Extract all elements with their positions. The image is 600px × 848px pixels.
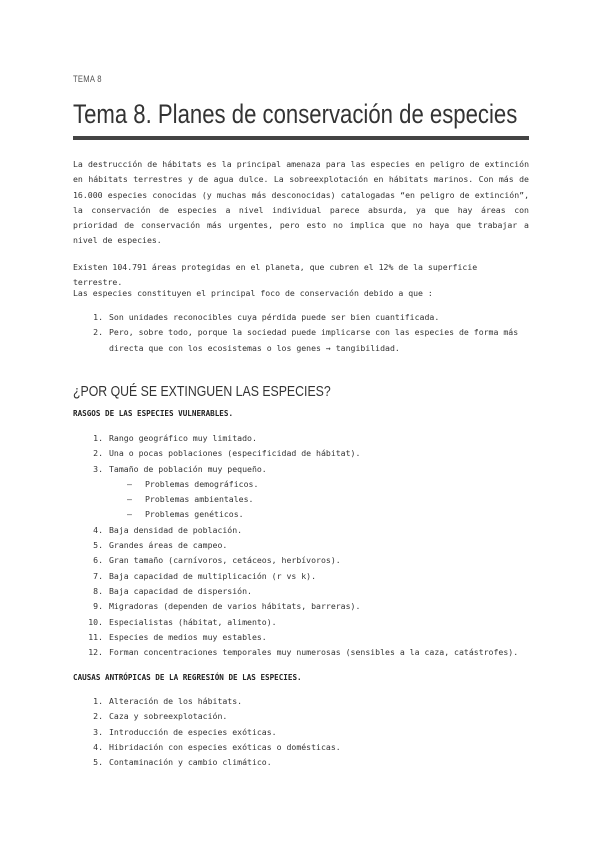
list-text: Caza y sobreexplotación.: [109, 711, 228, 722]
list-number: 1.: [93, 433, 103, 443]
list-number: 5.: [93, 540, 103, 551]
causas-list: [73, 694, 529, 770]
list-number: 3.: [93, 726, 103, 737]
list-number: 3.: [93, 463, 103, 474]
list-text: Migradoras (dependen de varios hábitats, barreras).: [109, 601, 361, 612]
list-text: Problemas genéticos.: [145, 509, 244, 520]
list-text: Tamaño de población muy pequeño.: [109, 463, 267, 474]
list-text: Problemas demográficos.: [145, 478, 259, 489]
list-item: [73, 462, 529, 477]
list-text: Contaminación y cambio climático.: [109, 757, 272, 768]
list-item: [73, 630, 529, 645]
list-number: 10.: [88, 616, 103, 627]
page-title: Tema 8. Planes de conservación de especies: [73, 99, 518, 129]
list-text: Pero, sobre todo, porque la sociedad puede implicarse con las especies de forma más directa que con los ecosistemas o los genes → tangibilidad.: [109, 327, 519, 353]
dash-marker: –: [127, 509, 132, 520]
causas-heading: CAUSAS ANTRÓPICAS DE LA REGRESIÓN DE LAS ESPECIES.: [73, 673, 302, 682]
list-text: Rango geográfico muy limitado.: [109, 433, 257, 443]
dash-marker: –: [127, 478, 132, 489]
list-number: 5.: [93, 757, 103, 768]
list-item: [73, 431, 529, 446]
list-item: [73, 446, 529, 461]
list-text: Gran tamaño (carnívoros, cetáceos, herbívoros).: [109, 555, 341, 566]
list-item: [73, 523, 529, 538]
rasgos-list: [73, 431, 529, 660]
sub-list-item: [73, 477, 529, 492]
reasons-list: [73, 310, 529, 356]
list-item: [73, 325, 529, 356]
list-number: 2.: [93, 448, 103, 459]
list-number: 4.: [93, 524, 103, 535]
list-text: Introducción de especies exóticas.: [109, 726, 277, 737]
list-text: Son unidades reconocibles cuya pérdida puede ser bien cuantificada.: [109, 312, 440, 322]
list-item: [73, 725, 529, 740]
rasgos-heading: RASGOS DE LAS ESPECIES VULNERABLES.: [73, 409, 234, 418]
list-text: Especies de medios muy estables.: [109, 631, 267, 642]
list-number: 12.: [88, 647, 103, 658]
chapter-kicker: TEMA 8: [73, 74, 102, 84]
list-text: Especialistas (hábitat, alimento).: [109, 616, 277, 627]
focus-paragraph: Las especies constituyen el principal foco de conservación debido a que :: [73, 288, 433, 298]
list-number: 2.: [93, 327, 103, 338]
list-text: Alteración de los hábitats.: [109, 696, 243, 706]
sub-list-item: [73, 507, 529, 522]
list-number: 4.: [93, 741, 103, 752]
list-text: Grandes áreas de campeo.: [109, 540, 228, 551]
list-item: [73, 740, 529, 755]
list-text: Baja capacidad de multiplicación (r vs k).: [109, 570, 317, 581]
list-item: [73, 755, 529, 770]
list-text: Baja densidad de población.: [109, 524, 243, 535]
protected-areas-paragraph: Existen 104.791 áreas protegidas en el planeta, que cubren el 12% de la superficie terrestre.: [73, 262, 478, 288]
list-text: Problemas ambientales.: [145, 494, 254, 505]
list-item: [73, 615, 529, 630]
list-item: [73, 709, 529, 724]
list-item: [73, 538, 529, 553]
dash-marker: –: [127, 494, 132, 505]
list-item: [73, 645, 529, 660]
title-divider: [73, 136, 529, 140]
list-number: 6.: [93, 555, 103, 566]
list-number: 11.: [88, 631, 103, 642]
list-text: Hibridación con especies exóticas o domésticas.: [109, 741, 341, 752]
section-heading: ¿POR QUÉ SE EXTINGUEN LAS ESPECIES?: [73, 383, 331, 400]
list-text: Baja capacidad de dispersión.: [109, 585, 252, 596]
list-number: 9.: [93, 601, 103, 612]
list-text: Forman concentraciones temporales muy numerosas (sensibles a la caza, catástrofes).: [109, 647, 519, 658]
sub-list-item: [73, 492, 529, 507]
intro-paragraph: La destrucción de hábitats es la principal amenaza para las especies en peligro de extinción en hábitats terrestres y de agua dulce. La sobreexplotación en hábitats marinos. Con más de 16.000 especies conocidas (y muchas más desconocidas) catalogadas “en peligro de extinción”, la conservación de especies a nivel individual parece absurda, ya que hay áreas con prioridad de conservación más urgentes, pero esto no implica que no haya que trabajar a nivel de especies.: [73, 159, 529, 246]
list-number: 2.: [93, 711, 103, 722]
list-item: [73, 599, 529, 614]
list-number: 8.: [93, 585, 103, 596]
list-text: Una o pocas poblaciones (especificidad de hábitat).: [109, 448, 361, 459]
list-number: 1.: [93, 312, 103, 322]
list-item: [73, 569, 529, 584]
list-item: [73, 694, 529, 709]
list-number: 1.: [93, 696, 103, 706]
list-item: [73, 584, 529, 599]
list-item: [73, 310, 529, 325]
list-number: 7.: [93, 570, 103, 581]
list-item: [73, 553, 529, 568]
